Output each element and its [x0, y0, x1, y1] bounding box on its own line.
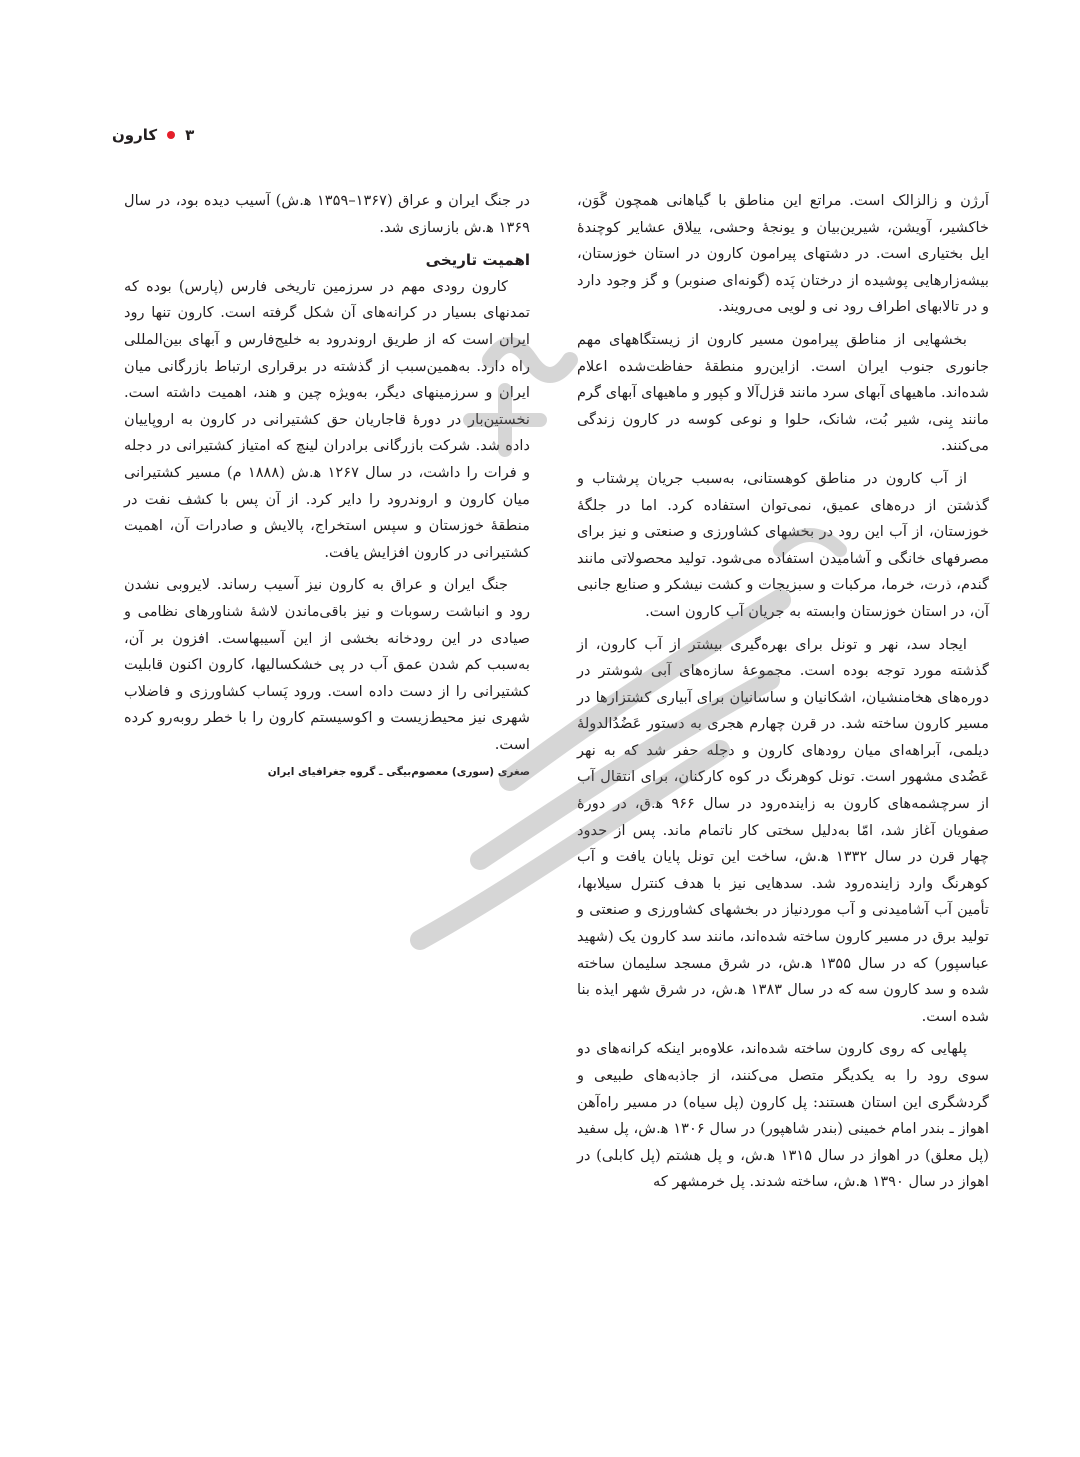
- page-title: کارون: [112, 126, 158, 144]
- paragraph: اَرژن و زالزالک است. مراتع این مناطق با گیاهانی همچون گَوَن، خاکشیر، آویشن، شیرین‌بیان و یونجهٔ وحشی، ییلاق عشایر کوچندهٔ ایل بختیاری است. در دشتهای پیرامون کارون در استان خوزستان، بیشه‌زارهایی پوشیده از درختان پَده (گونه‌ای صنوبر) و گز وجود دارد و در تالابهای اطراف رود نی و لویی می‌رویند.: [577, 192, 989, 316]
- left-column: [124, 188, 530, 786]
- paragraph: کارون رودی مهم در سرزمین تاریخی فارس (پارس) بوده که تمدنهای بسیار در کرانه‌های آن شکل گرفته است. کارون تنها رود ایران است که از طریق اروندرود به خلیج‌فارس و آبهای بین‌المللی راه دارد. به‌همین‌سبب از گذشته در برقراری ارتباط بازرگانی میان ایران و سرزمینهای دیگر، به‌ویژه چین و هند، اهمیت داشته است. نخستین‌بار در دورهٔ قاجاریان حق کشتیرانی در کارون به اروپاییان داده شد. شرکت بازرگانی برادران لینچ که امتیاز کشتیرانی در دجله و فرات را داشت، در سال ۱۲۶۷ ه‍.ش (۱۸۸۸ م) مسیر کشتیرانی میان کارون و اروندرود را دایر کرد. از آن پس با کشف نفت در منطقهٔ خوزستان و سپس استخراج، پالایش و صادرات آن، اهمیت کشتیرانی در کارون افزایش یافت.: [124, 277, 531, 561]
- paragraph: بخشهایی از مناطق پیرامون مسیر کارون از زیستگاههای مهم جانوری جنوب ایران است. ازاین‌رو منطقهٔ حفاظت‌شده اعلام شده‌اند. ماهیهای آبهای سرد مانند قزل‌آلا و کپور و ماهیهای آبهای گرم مانند بِنی، شیر بُت، شانک، حلوا و نوعی کوسه در کارون زندگی می‌کنند.: [577, 330, 989, 455]
- section-heading: اهمیت تاریخی: [425, 251, 530, 270]
- paragraph: پلهایی که روی کارون ساخته شده‌اند، علاوه‌بر اینکه کرانه‌های دو سوی رود را به یکدیگر متصل می‌کنند، از جاذبه‌های طبیعی و گردشگری این استان هستند: پل کارون (پل سیاه) در مسیر راه‌آهن اهواز ـ بندر امام خمینی (بندر شاهپور) در سال ۱۳۰۶ ه‍.ش، پل سفید (پل معلق) در اهواز در سال ۱۳۱۵ ه‍.ش، و پل هشتم (پل کابلی) در اهواز در سال ۱۳۹۰ ه‍.ش، ساخته شدند. پل خرمشهر که: [577, 1040, 989, 1191]
- paragraph: از آب کارون در مناطق کوهستانی، به‌سبب جریان پرشتاب و گذشتن از دره‌های عمیق، نمی‌توان استفاده کرد. اما در جلگهٔ خوزستان، از آب این رود در بخشهای کشاورزی و صنعتی و نیز برای مصرفهای خانگی و آشامیدن استفاده می‌شود. تولید محصولاتی مانند گندم، ذرت، خرما، مرکبات و سبزیجات و کشت نیشکر و صنایع جانبی آن، در استان خوزستان وابسته به جریان آب کارون است.: [577, 469, 989, 620]
- right-column: [577, 188, 989, 1202]
- author-credit: صغری (سوری) معصوم‌بیگی ـ گروه جغرافیای ایران: [267, 766, 530, 779]
- paragraph: در جنگ ایران و عراق (۱۳۶۷–۱۳۵۹ ه‍.ش) آسیب دیده بود، در سال ۱۳۶۹ ه‍.ش بازسازی شد.: [124, 192, 531, 236]
- header-dot-icon: [167, 131, 175, 139]
- paragraph: جنگ ایران و عراق به کارون نیز آسیب رساند. لایروبی نشدن رود و انباشت رسوبات و نیز باقی‌ماندن لاشهٔ شناورهای نظامی و صیادی در این رودخانه بخشی از این آسیبهاست. افزون بر آن، به‌سبب کم شدن عمق آب در پی خشکسالیها، کارون اکنون قابلیت کشتیرانی را از دست داده است. ورود پَساب کشاورزی و فاضلاب شهری نیز محیط‌زیست و اکوسیستم کارون را با خطر روبه‌رو کرده است.: [124, 576, 530, 753]
- page-number: ۳: [185, 126, 195, 144]
- page-header: [112, 126, 194, 144]
- paragraph: ایجاد سد، نهر و تونل برای بهره‌گیری بیشتر از آب کارون، از گذشته مورد توجه بوده است. مجموعهٔ سازه‌های آبی شوشتر در دوره‌های هخامنشیان، اشکانیان و ساسانیان برای آبیاری کشتزارها در مسیر کارون ساخته شد. در قرن چهارم هجری به دستور عَضُدُالدولهٔ دیلمی، آبراهه‌ای میان رودهای کارون و دجله حفر شد که به نهر عَضُدی مشهور است. تونل کوهرنگ در کوه کارکنان، برای انتقال آب از سرچشمه‌های کارون به زاینده‌رود در سال ۹۶۶ ه‍.ق، در دورهٔ صفویان آغاز شد، امّا به‌دلیل سختی کار ناتمام ماند. پس از حدود چهار قرن در سال ۱۳۳۲ ه‍.ش، ساخت این تونل پایان یافت و آب کوهرنگ وارد زاینده‌رود شد. سدهایی نیز با هدف کنترل سیلابها، تأمین آب آشامیدنی و آب موردنیاز در بخشهای کشاورزی و صنعتی و تولید برق در مسیر کارون ساخته شده‌اند، مانند سد کارون یک (شهید عباسپور) که در سال ۱۳۵۵ ه‍.ش، در شرق مسجد سلیمان ساخته شده و سد کارون سه که در سال ۱۳۸۳ ه‍.ش، در شرق شهر ایذه بنا شده است.: [577, 635, 990, 1025]
